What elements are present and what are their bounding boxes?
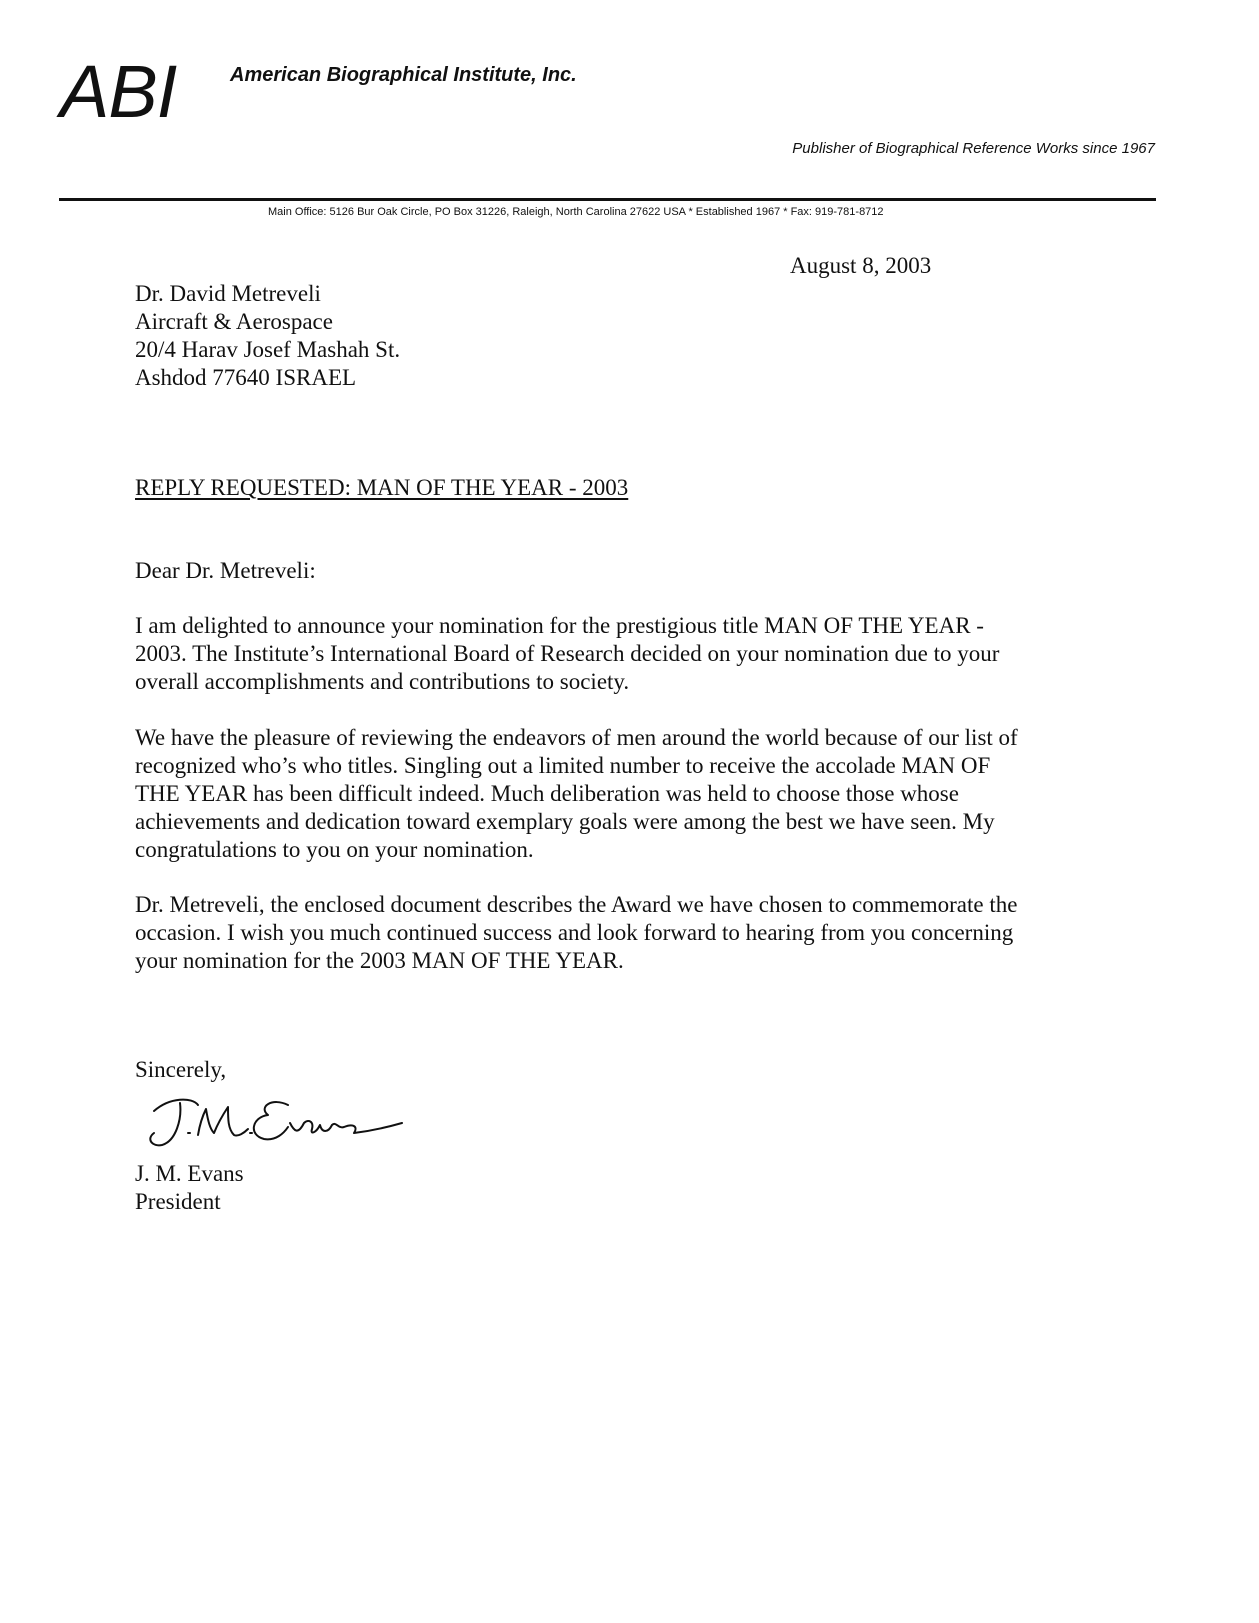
handwritten-signature (140, 1083, 410, 1153)
paragraph-line: Dr. Metreveli, the enclosed document describes the Award we have chosen to commemorate the (135, 892, 1018, 917)
paragraph-line: occasion. I wish you much continued success and look forward to hearing from you concerning (135, 920, 1014, 945)
letterhead-tagline: Publisher of Biographical Reference Works since 1967 (792, 140, 1155, 157)
salutation: Dear Dr. Metreveli: (135, 558, 316, 583)
body-paragraph-2 (135, 724, 1018, 864)
recipient-city: Ashdod 77640 ISRAEL (135, 365, 357, 390)
recipient-address (135, 280, 400, 392)
paragraph-line: congratulations to you on your nomination. (135, 837, 534, 862)
paragraph-line: achievements and dedication toward exemplary goals were among the best we have seen. My (135, 809, 995, 834)
recipient-company: Aircraft & Aerospace (135, 309, 333, 334)
paragraph-line: We have the pleasure of reviewing the endeavors of men around the world because of our list of (135, 725, 1018, 750)
letter-date: August 8, 2003 (790, 253, 932, 278)
abi-logo: ABI (60, 50, 177, 133)
paragraph-line: I am delighted to announce your nomination for the prestigious title MAN OF THE YEAR - (135, 613, 984, 638)
signer-name: J. M. Evans (135, 1161, 244, 1186)
body-paragraph-3 (135, 891, 1017, 975)
paragraph-line: recognized who’s who titles. Singling out a limited number to receive the accolade MAN OF (135, 753, 991, 778)
paragraph-line: your nomination for the 2003 MAN OF THE YEAR. (135, 948, 624, 973)
paragraph-line: 2003. The Institute’s International Board of Research decided on your nomination due to your (135, 641, 1000, 666)
paragraph-line: overall accomplishments and contributions to society. (135, 669, 630, 694)
subject-line: REPLY REQUESTED: MAN OF THE YEAR - 2003 (135, 475, 629, 500)
office-address-line: Main Office: 5126 Bur Oak Circle, PO Box 31226, Raleigh, North Carolina 27622 USA * Established 1967 * Fax: 919-781-8712 (268, 206, 884, 218)
company-name: American Biographical Institute, Inc. (230, 64, 577, 86)
closing: Sincerely, (135, 1057, 227, 1082)
body-paragraph-1 (135, 612, 999, 696)
recipient-name: Dr. David Metreveli (135, 281, 321, 306)
paragraph-line: THE YEAR has been difficult indeed. Much deliberation was held to choose those whose (135, 781, 959, 806)
recipient-street: 20/4 Harav Josef Mashah St. (135, 337, 401, 362)
signer-title: President (135, 1189, 221, 1214)
signer-block (135, 1160, 244, 1216)
letterhead-rule (59, 198, 1156, 201)
